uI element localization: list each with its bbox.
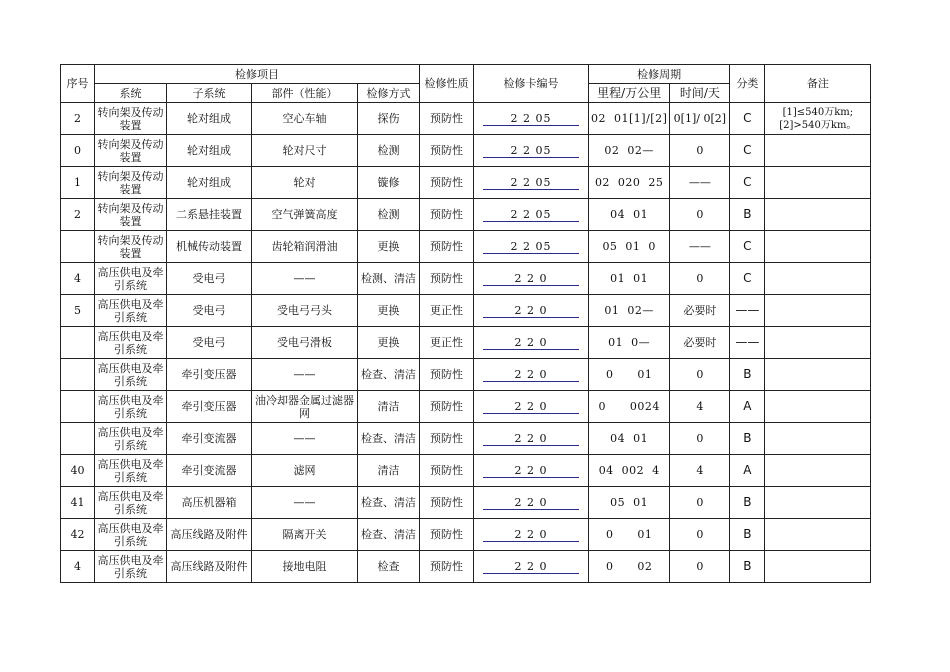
row-card [474, 135, 589, 167]
row-subsystem: 受电弓 [167, 327, 252, 359]
row-class: A [730, 391, 765, 423]
row-time: —— [670, 231, 730, 263]
table-row [61, 167, 871, 199]
row-subsystem: 轮对组成 [167, 135, 252, 167]
card-number: 2 2 0 [483, 432, 579, 446]
row-system: 转向架及传动装置 [95, 167, 167, 199]
row-method: 探伤 [358, 103, 420, 135]
card-number: 2 2 05 [483, 240, 579, 254]
row-nature: 预防性 [420, 231, 474, 263]
row-part: —— [252, 423, 358, 455]
row-class: C [730, 167, 765, 199]
row-nature: 预防性 [420, 199, 474, 231]
row-part: 齿轮箱润滑油 [252, 231, 358, 263]
row-mileage: 01 01 [589, 263, 670, 295]
header-card: 检修卡编号 [474, 65, 589, 103]
row-class: C [730, 135, 765, 167]
row-class: B [730, 487, 765, 519]
row-part: 接地电阻 [252, 551, 358, 583]
row-class: C [730, 103, 765, 135]
row-method: 更换 [358, 327, 420, 359]
row-class: B [730, 551, 765, 583]
table-row [61, 199, 871, 231]
row-seq: 2 [61, 103, 95, 135]
row-mileage: 02 020 25 [589, 167, 670, 199]
row-system: 高压供电及牵引系统 [95, 359, 167, 391]
table-row [61, 455, 871, 487]
row-mileage: 02 01[1]/[2] [589, 103, 670, 135]
row-method: 检查、清洁 [358, 423, 420, 455]
row-seq: 4 [61, 263, 95, 295]
row-method: 镟修 [358, 167, 420, 199]
row-nature: 更正性 [420, 295, 474, 327]
row-part: 空心车轴 [252, 103, 358, 135]
card-number: 2 2 0 [483, 368, 579, 382]
row-notes [765, 359, 871, 391]
row-class: B [730, 519, 765, 551]
row-class: A [730, 455, 765, 487]
row-notes [765, 391, 871, 423]
row-class: B [730, 359, 765, 391]
row-subsystem: 牵引变压器 [167, 391, 252, 423]
row-card [474, 295, 589, 327]
row-nature: 预防性 [420, 359, 474, 391]
row-method: 检测 [358, 135, 420, 167]
card-number: 2 2 0 [483, 560, 579, 574]
row-mileage: 01 0— [589, 327, 670, 359]
row-system: 高压供电及牵引系统 [95, 423, 167, 455]
card-number: 2 2 0 [483, 496, 579, 510]
row-class: B [730, 199, 765, 231]
table-row [61, 519, 871, 551]
row-method: 检查、清洁 [358, 359, 420, 391]
row-system: 转向架及传动装置 [95, 135, 167, 167]
header-class: 分类 [730, 65, 765, 103]
row-notes [765, 167, 871, 199]
row-class: C [730, 263, 765, 295]
row-system: 高压供电及牵引系统 [95, 455, 167, 487]
row-part: —— [252, 487, 358, 519]
row-mileage: 0 0024 [589, 391, 670, 423]
row-nature: 预防性 [420, 391, 474, 423]
row-notes [765, 327, 871, 359]
row-part: 轮对尺寸 [252, 135, 358, 167]
row-card [474, 487, 589, 519]
header-time: 时间/天 [670, 84, 730, 103]
row-notes [765, 551, 871, 583]
row-system: 高压供电及牵引系统 [95, 263, 167, 295]
row-notes [765, 231, 871, 263]
row-seq: 0 [61, 135, 95, 167]
row-system: 高压供电及牵引系统 [95, 295, 167, 327]
table-row [61, 263, 871, 295]
row-time: 0 [670, 135, 730, 167]
card-number: 2 2 0 [483, 528, 579, 542]
row-subsystem: 牵引变流器 [167, 455, 252, 487]
row-subsystem: 高压机器箱 [167, 487, 252, 519]
row-seq [61, 423, 95, 455]
row-card [474, 519, 589, 551]
row-card [474, 263, 589, 295]
row-time: —— [670, 167, 730, 199]
row-mileage: 05 01 [589, 487, 670, 519]
row-nature: 预防性 [420, 263, 474, 295]
row-system: 转向架及传动装置 [95, 231, 167, 263]
row-nature: 预防性 [420, 551, 474, 583]
row-mileage: 0 01 [589, 519, 670, 551]
row-card [474, 231, 589, 263]
row-notes: [1]≤540万km; [2]>540万km。 [765, 103, 871, 135]
row-time: 0 [670, 263, 730, 295]
card-number: 2 2 0 [483, 304, 579, 318]
row-system: 高压供电及牵引系统 [95, 551, 167, 583]
header-method: 检修方式 [358, 84, 420, 103]
row-subsystem: 受电弓 [167, 295, 252, 327]
card-number: 2 2 0 [483, 464, 579, 478]
row-notes [765, 423, 871, 455]
row-class: —— [730, 295, 765, 327]
maintenance-table [60, 64, 871, 583]
row-seq: 41 [61, 487, 95, 519]
row-notes [765, 519, 871, 551]
row-subsystem: 高压线路及附件 [167, 519, 252, 551]
row-nature: 预防性 [420, 519, 474, 551]
row-system: 高压供电及牵引系统 [95, 391, 167, 423]
row-method: 检查、清洁 [358, 519, 420, 551]
row-seq [61, 391, 95, 423]
row-system: 高压供电及牵引系统 [95, 519, 167, 551]
row-class: C [730, 231, 765, 263]
row-part: —— [252, 263, 358, 295]
table-row [61, 231, 871, 263]
table-row [61, 359, 871, 391]
row-nature: 预防性 [420, 135, 474, 167]
row-class: B [730, 423, 765, 455]
row-time: 0[1]/ 0[2] [670, 103, 730, 135]
row-time: 0 [670, 359, 730, 391]
header-cycle-group: 检修周期 [589, 65, 730, 84]
row-method: 检查、清洁 [358, 487, 420, 519]
row-notes [765, 263, 871, 295]
row-nature: 预防性 [420, 103, 474, 135]
row-system: 高压供电及牵引系统 [95, 487, 167, 519]
row-subsystem: 轮对组成 [167, 103, 252, 135]
row-part: 空气弹簧高度 [252, 199, 358, 231]
header-mileage: 里程/万公里 [589, 84, 670, 103]
row-card [474, 199, 589, 231]
row-time: 4 [670, 391, 730, 423]
row-subsystem: 机械传动装置 [167, 231, 252, 263]
row-time: 必要时 [670, 327, 730, 359]
table-row [61, 135, 871, 167]
row-card [474, 391, 589, 423]
header-subsystem: 子系统 [167, 84, 252, 103]
row-method: 清洁 [358, 455, 420, 487]
row-seq [61, 327, 95, 359]
table-row [61, 295, 871, 327]
row-time: 必要时 [670, 295, 730, 327]
row-subsystem: 受电弓 [167, 263, 252, 295]
row-subsystem: 轮对组成 [167, 167, 252, 199]
row-system: 高压供电及牵引系统 [95, 327, 167, 359]
row-nature: 预防性 [420, 423, 474, 455]
table-row [61, 423, 871, 455]
row-subsystem: 高压线路及附件 [167, 551, 252, 583]
row-time: 0 [670, 423, 730, 455]
card-number: 2 2 05 [483, 144, 579, 158]
row-seq: 40 [61, 455, 95, 487]
row-card [474, 551, 589, 583]
row-time: 4 [670, 455, 730, 487]
table-row [61, 551, 871, 583]
row-method: 检测、清洁 [358, 263, 420, 295]
row-card [474, 423, 589, 455]
row-mileage: 02 02— [589, 135, 670, 167]
row-method: 检查 [358, 551, 420, 583]
row-part: 受电弓滑板 [252, 327, 358, 359]
header-item-group: 检修项目 [95, 65, 420, 84]
row-seq: 42 [61, 519, 95, 551]
row-nature: 预防性 [420, 487, 474, 519]
table-row [61, 103, 871, 135]
row-nature: 预防性 [420, 167, 474, 199]
row-part: 油冷却器金属过滤器网 [252, 391, 358, 423]
row-time: 0 [670, 551, 730, 583]
row-method: 检测 [358, 199, 420, 231]
row-mileage: 04 01 [589, 199, 670, 231]
row-method: 清洁 [358, 391, 420, 423]
row-notes [765, 199, 871, 231]
row-system: 转向架及传动装置 [95, 199, 167, 231]
row-method: 更换 [358, 231, 420, 263]
row-part: 受电弓弓头 [252, 295, 358, 327]
row-time: 0 [670, 199, 730, 231]
header-nature: 检修性质 [420, 65, 474, 103]
row-subsystem: 二系悬挂装置 [167, 199, 252, 231]
row-notes [765, 295, 871, 327]
card-number: 2 2 0 [483, 400, 579, 414]
row-notes [765, 487, 871, 519]
row-nature: 更正性 [420, 327, 474, 359]
row-card [474, 103, 589, 135]
row-part: 轮对 [252, 167, 358, 199]
row-card [474, 327, 589, 359]
row-seq [61, 231, 95, 263]
header-system: 系统 [95, 84, 167, 103]
row-mileage: 05 01 0 [589, 231, 670, 263]
row-seq: 1 [61, 167, 95, 199]
row-notes [765, 135, 871, 167]
row-mileage: 04 002 4 [589, 455, 670, 487]
row-card [474, 455, 589, 487]
row-seq: 5 [61, 295, 95, 327]
row-part: 滤网 [252, 455, 358, 487]
row-notes [765, 455, 871, 487]
card-number: 2 2 05 [483, 208, 579, 222]
header-seq: 序号 [61, 65, 95, 103]
table-row [61, 487, 871, 519]
row-mileage: 04 01 [589, 423, 670, 455]
card-number: 2 2 0 [483, 336, 579, 350]
row-nature: 预防性 [420, 455, 474, 487]
card-number: 2 2 05 [483, 176, 579, 190]
row-subsystem: 牵引变流器 [167, 423, 252, 455]
row-part: —— [252, 359, 358, 391]
row-time: 0 [670, 487, 730, 519]
row-seq [61, 359, 95, 391]
row-seq: 2 [61, 199, 95, 231]
row-card [474, 359, 589, 391]
header-part: 部件（性能） [252, 84, 358, 103]
card-number: 2 2 0 [483, 272, 579, 286]
row-part: 隔离开关 [252, 519, 358, 551]
row-card [474, 167, 589, 199]
row-system: 转向架及传动装置 [95, 103, 167, 135]
row-mileage: 0 02 [589, 551, 670, 583]
table-row [61, 327, 871, 359]
row-subsystem: 牵引变压器 [167, 359, 252, 391]
card-number: 2 2 05 [483, 112, 579, 126]
header-notes: 备注 [765, 65, 871, 103]
row-class: —— [730, 327, 765, 359]
row-seq: 4 [61, 551, 95, 583]
row-method: 更换 [358, 295, 420, 327]
row-mileage: 01 02— [589, 295, 670, 327]
row-mileage: 0 01 [589, 359, 670, 391]
row-time: 0 [670, 519, 730, 551]
table-row [61, 391, 871, 423]
